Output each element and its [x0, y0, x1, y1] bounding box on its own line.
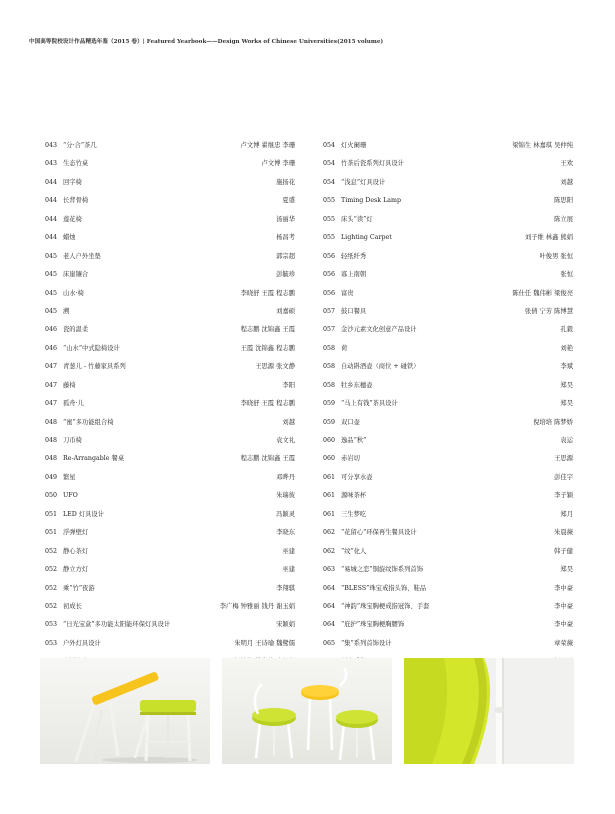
entry-page-number: 051 — [45, 510, 58, 518]
entry-title: “日光宝盒”多功能太阳能环保灯具设计 — [63, 621, 171, 629]
entry-page-number: 050 — [45, 492, 58, 500]
entry-author: 巫建 — [282, 547, 295, 555]
contents-entry — [323, 491, 573, 509]
entry-page-number: 064 — [323, 602, 336, 610]
contents-entry — [45, 399, 295, 417]
contents-entry — [45, 547, 295, 565]
entry-page-number: 044 — [45, 215, 58, 223]
contents-entry — [323, 252, 573, 270]
entry-title: 孤舟·儿 — [63, 400, 84, 408]
entry-title: “BLESS”珠宝戒指头饰、鞋品 — [341, 584, 427, 592]
entry-author: 李中豪 — [554, 621, 573, 629]
contents-entry — [323, 307, 573, 325]
entry-author: 郑昊 — [560, 400, 573, 408]
photo-round-stools — [222, 658, 392, 764]
entry-title: “山水”中式隐椅设计 — [63, 344, 120, 352]
entry-page-number: 055 — [323, 234, 336, 242]
entry-page-number: 064 — [323, 621, 336, 629]
entry-title: 自动斟酒壶（商位 + 碰铁） — [341, 363, 420, 371]
entry-page-number: 055 — [323, 215, 336, 223]
contents-entry — [45, 233, 295, 251]
entry-page-number: 047 — [45, 363, 58, 371]
entry-author: 陈立展 — [554, 215, 573, 223]
entry-title: 双口壶 — [341, 418, 360, 426]
contents-entry — [45, 473, 295, 491]
running-header: 中国高等院校设计作品精选年鉴（2015 卷）| Featured Yearbook——Design Works of Chinese Universities(2015 volume) — [29, 39, 384, 45]
contents-entry — [45, 215, 295, 233]
entry-page-number: 062 — [323, 529, 336, 537]
contents-entry — [323, 436, 573, 454]
entry-title: 金沙元素文化创意产品设计 — [341, 326, 417, 334]
contents-entry — [323, 289, 573, 307]
entry-page-number: 054 — [323, 178, 336, 186]
entry-page-number: 052 — [45, 547, 58, 555]
entry-title: Lighting Carpet — [341, 234, 392, 242]
contents-entry — [323, 639, 573, 657]
contents-entry — [45, 510, 295, 528]
entry-title: 竹茶后瓷系列灯具设计 — [341, 160, 404, 168]
contents-entry — [45, 289, 295, 307]
entry-author: 李广梅 钟雅丽 钱丹 谢玉娟 — [219, 602, 295, 610]
entry-page-number: 061 — [323, 510, 336, 518]
entry-title: 老人户外坐垫 — [63, 252, 101, 260]
entry-author: 施扬花 — [276, 178, 295, 186]
entry-author: 卢文博 翟继忠 李珊 — [240, 142, 295, 149]
entry-author: 陈思阳 — [554, 197, 573, 205]
contents-entry — [323, 565, 573, 583]
entry-author: 张恒 — [560, 271, 573, 279]
contents-entry — [45, 418, 295, 436]
entry-author: 邓晔丹 — [276, 473, 295, 481]
entry-author: 刘子维 林鑫 熊娟 — [524, 234, 573, 242]
contents-entry — [323, 159, 573, 177]
entry-page-number: 045 — [45, 289, 58, 297]
entry-title: 刀币椅 — [63, 437, 82, 444]
entry-page-number: 060 — [323, 437, 336, 444]
entry-author: 杨昌考 — [276, 234, 295, 242]
entry-page-number: 056 — [323, 252, 336, 260]
entry-title: 青葱儿 - 竹藤家具系列 — [63, 363, 126, 371]
contents-entry — [323, 215, 573, 233]
entry-page-number: 046 — [45, 344, 58, 352]
contents-entry — [45, 196, 295, 214]
entry-author: 袁文礼 — [276, 437, 295, 444]
entry-author: 彭毓珍 — [276, 271, 295, 279]
contents-entry — [323, 620, 573, 638]
entry-title: 溯 — [63, 307, 70, 315]
entry-author: 朱瑞彼 — [276, 492, 295, 500]
contents-entry — [45, 436, 295, 454]
entry-page-number: 047 — [45, 381, 58, 389]
entry-page-number: 057 — [323, 326, 336, 334]
entry-title: “集”系列首饰设计 — [341, 639, 392, 647]
contents-entry — [45, 362, 295, 380]
entry-author: 朱明月 王诗瑜 魏鹭儒 — [234, 639, 295, 647]
entry-title: Re-Arrangable 餐桌 — [63, 455, 125, 463]
entry-author: 章荣薇 — [554, 639, 573, 647]
contents-entry — [323, 454, 573, 472]
entry-title: 静心茶灯 — [63, 547, 89, 555]
entry-page-number: 052 — [45, 584, 58, 592]
entry-page-number: 058 — [323, 363, 336, 371]
entry-title: 乘“竹”夜游 — [63, 584, 95, 592]
contents-entry — [45, 381, 295, 399]
entry-author: 李晓东 — [276, 529, 295, 537]
entry-title: 赤岩切 — [341, 455, 360, 463]
contents-entry — [45, 307, 295, 325]
contents-entry — [323, 325, 573, 343]
entry-page-number: 058 — [323, 381, 336, 389]
entry-page-number: 056 — [323, 289, 336, 297]
entry-author: 李阳 — [282, 381, 295, 389]
entry-title: 初成长 — [63, 602, 82, 610]
entry-page-number: 053 — [45, 639, 58, 647]
entry-title: “马上有钱”茶具设计 — [341, 400, 398, 408]
contents-entry — [323, 141, 573, 159]
photo-yellow-green-stools — [40, 658, 210, 764]
entry-title: 静立方灯 — [63, 566, 89, 574]
contents-entry — [323, 399, 573, 417]
entry-page-number: 044 — [45, 234, 58, 242]
entry-title: 床头“读”灯 — [341, 215, 373, 223]
entry-page-number: 056 — [323, 271, 336, 279]
entry-title: UFO — [63, 492, 78, 500]
entry-title: “浅息”灯具设计 — [341, 178, 386, 186]
entry-page-number: 064 — [323, 584, 336, 592]
contents-entry — [45, 565, 295, 583]
entry-title: 鼓口餐具 — [341, 307, 367, 315]
entry-title: 牡乡东穗壶 — [341, 381, 373, 389]
contents-entry — [323, 178, 573, 196]
entry-page-number: 048 — [45, 418, 58, 426]
entry-author: 王思源 — [554, 455, 573, 463]
entry-title: “易城之恋”铜旋纹饰系列首饰 — [341, 566, 424, 574]
entry-author: 刘嘉硕 — [276, 307, 295, 315]
contents-entry — [45, 344, 295, 362]
entry-author: 李中豪 — [554, 584, 573, 592]
contents-entry — [323, 344, 573, 362]
entry-page-number: 054 — [323, 142, 336, 149]
entry-author: 李斌 — [560, 363, 573, 371]
entry-page-number: 063 — [323, 566, 336, 574]
entry-page-number: 043 — [45, 142, 58, 149]
entry-title: 寡上南朝 — [341, 271, 367, 279]
entry-author: 张倩 宁芳 陈博慧 — [524, 307, 573, 315]
contents-entry — [45, 159, 295, 177]
entry-page-number: 059 — [323, 418, 336, 426]
entry-author: 韩子健 — [554, 547, 573, 555]
entry-title: 浮弹壁灯 — [63, 529, 89, 537]
contents-entry — [45, 252, 295, 270]
entry-author: 叶俊男 张恒 — [539, 252, 573, 260]
contents-entry — [45, 325, 295, 343]
entry-author: 程志鹏 沈锦鑫 王霞 — [240, 455, 295, 463]
entry-title: 户外灯具设计 — [63, 639, 101, 647]
entry-page-number: 053 — [45, 621, 58, 629]
entry-author: 李中豪 — [554, 602, 573, 610]
entry-page-number: 060 — [323, 455, 336, 463]
contents-entry — [45, 639, 295, 657]
entry-author: 彭佳宇 — [554, 473, 573, 481]
entry-page-number: 051 — [45, 529, 58, 537]
entry-page-number: 049 — [45, 473, 58, 481]
entry-title: 莲花椅 — [63, 215, 82, 223]
entry-page-number: 058 — [323, 344, 336, 352]
contents-entry — [323, 547, 573, 565]
entry-author: 梁锦生 林嘉琪 吴仲纯 — [512, 142, 573, 149]
contents-column-left — [45, 141, 295, 676]
entry-title: “分·合”茶几 — [63, 142, 97, 149]
entry-author: 冯颖灵 — [276, 510, 295, 518]
entry-author: 王霞 沈锦鑫 程志鹏 — [240, 344, 295, 352]
entry-author: 宋颖娟 — [276, 621, 295, 629]
entry-author: 朱晨薇 — [554, 529, 573, 537]
contents-entry — [323, 528, 573, 546]
entry-author: 陈仕任 魏伟彬 梁俊亮 — [512, 289, 573, 297]
entry-author: 卢文博 李珊 — [261, 160, 295, 168]
entry-page-number: 044 — [45, 197, 58, 205]
entry-page-number: 047 — [45, 400, 58, 408]
contents-entry — [45, 141, 295, 159]
entry-title: 灯火阑珊 — [341, 142, 367, 149]
contents-entry — [323, 473, 573, 491]
entry-title: “蜜”多功能组合椅 — [63, 418, 114, 426]
entry-title: 生态竹桌 — [63, 160, 89, 168]
entry-title: 床崖镶合 — [63, 271, 89, 279]
entry-author: 刘越 — [560, 178, 573, 186]
entry-page-number: 045 — [45, 307, 58, 315]
entry-author: 李翔骐 — [276, 584, 295, 592]
entry-title: 可分享水壶 — [341, 473, 373, 481]
entry-page-number: 045 — [45, 252, 58, 260]
entry-page-number: 046 — [45, 326, 58, 334]
entry-page-number: 057 — [323, 307, 336, 315]
contents-entry — [323, 418, 573, 436]
entry-title: 三生梦吃 — [341, 510, 367, 518]
entry-author: 郑月 — [560, 510, 573, 518]
entry-title: 荷 — [341, 344, 348, 352]
contents-column-right — [323, 141, 573, 676]
entry-title: 逸品“秋” — [341, 437, 367, 444]
contents-entry — [323, 584, 573, 602]
entry-title: “庇护”珠宝胸梗胸腰饰 — [341, 621, 405, 629]
entry-page-number: 052 — [45, 602, 58, 610]
entry-title: 山水·椅 — [63, 289, 84, 297]
entry-page-number: 055 — [323, 197, 336, 205]
entry-title: 藤椅 — [63, 381, 76, 389]
entry-author: 汤丽华 — [276, 215, 295, 223]
entry-author: 王思源 张文静 — [255, 363, 295, 371]
entry-page-number: 044 — [45, 178, 58, 186]
entry-author: 孔毅 — [560, 326, 573, 334]
entry-page-number: 043 — [45, 160, 58, 168]
entry-title: 富贵 — [341, 289, 354, 297]
entry-page-number: 054 — [323, 160, 336, 168]
entry-author: 郑昊 — [560, 381, 573, 389]
entry-page-number: 048 — [45, 455, 58, 463]
contents-entry — [323, 196, 573, 214]
entry-page-number: 045 — [45, 271, 58, 279]
entry-title: Timing Desk Lamp — [341, 197, 402, 205]
entry-title: 繁星 — [63, 473, 76, 481]
contents-entry — [45, 491, 295, 509]
entry-author: 李晓舒 王霞 程志鹏 — [240, 400, 295, 408]
entry-title: 瓷的温柔 — [63, 326, 89, 334]
entry-title: “花留心”环保再生餐具设计 — [341, 529, 417, 537]
entry-author: 程志鹏 沈锦鑫 王霞 — [240, 326, 295, 334]
entry-page-number: 061 — [323, 473, 336, 481]
entry-title: 蜡烛 — [63, 234, 76, 242]
contents-entry — [45, 584, 295, 602]
entry-author: 郭宗超 — [276, 252, 295, 260]
contents-entry — [45, 528, 295, 546]
entry-author: 刘越 — [282, 418, 295, 426]
contents-entry — [45, 602, 295, 620]
entry-page-number: 062 — [323, 547, 336, 555]
entry-author: 夏盛 — [282, 197, 295, 205]
entry-page-number: 048 — [45, 437, 58, 444]
entry-author: 倪培培 陈梦娇 — [533, 418, 573, 426]
contents-entry — [45, 270, 295, 288]
contents-entry — [323, 381, 573, 399]
entry-author: 李晓舒 王霞 程志鹏 — [240, 289, 295, 297]
contents-entry — [323, 510, 573, 528]
entry-author: 郑昊 — [560, 566, 573, 574]
entry-title: 源味茶杯 — [341, 492, 367, 500]
entry-title: LED 灯具设计 — [63, 510, 105, 518]
entry-page-number: 065 — [323, 639, 336, 647]
entry-title: 轻纸纤秀 — [341, 252, 367, 260]
contents-entry — [323, 233, 573, 251]
entry-author: 巫建 — [282, 566, 295, 574]
entry-page-number: 059 — [323, 400, 336, 408]
contents-entry — [323, 362, 573, 380]
entry-author: 刘艳 — [560, 344, 573, 352]
entry-page-number: 052 — [45, 566, 58, 574]
contents-entry — [323, 270, 573, 288]
entry-title: “纹”化人 — [341, 547, 367, 555]
entry-author: 王欢 — [560, 160, 573, 168]
contents-entry — [45, 178, 295, 196]
entry-title: 长背骨椅 — [63, 197, 89, 205]
entry-author: 袁运 — [560, 437, 573, 444]
photo-seat-closeup — [404, 658, 574, 764]
entry-title: 回字椅 — [63, 178, 82, 186]
entry-author: 李子颖 — [554, 492, 573, 500]
contents-entry — [323, 602, 573, 620]
entry-page-number: 061 — [323, 492, 336, 500]
contents-entry — [45, 454, 295, 472]
entry-title: “神韵”珠宝胸梗戒指冠饰、手套 — [341, 602, 430, 610]
contents-entry — [45, 620, 295, 638]
